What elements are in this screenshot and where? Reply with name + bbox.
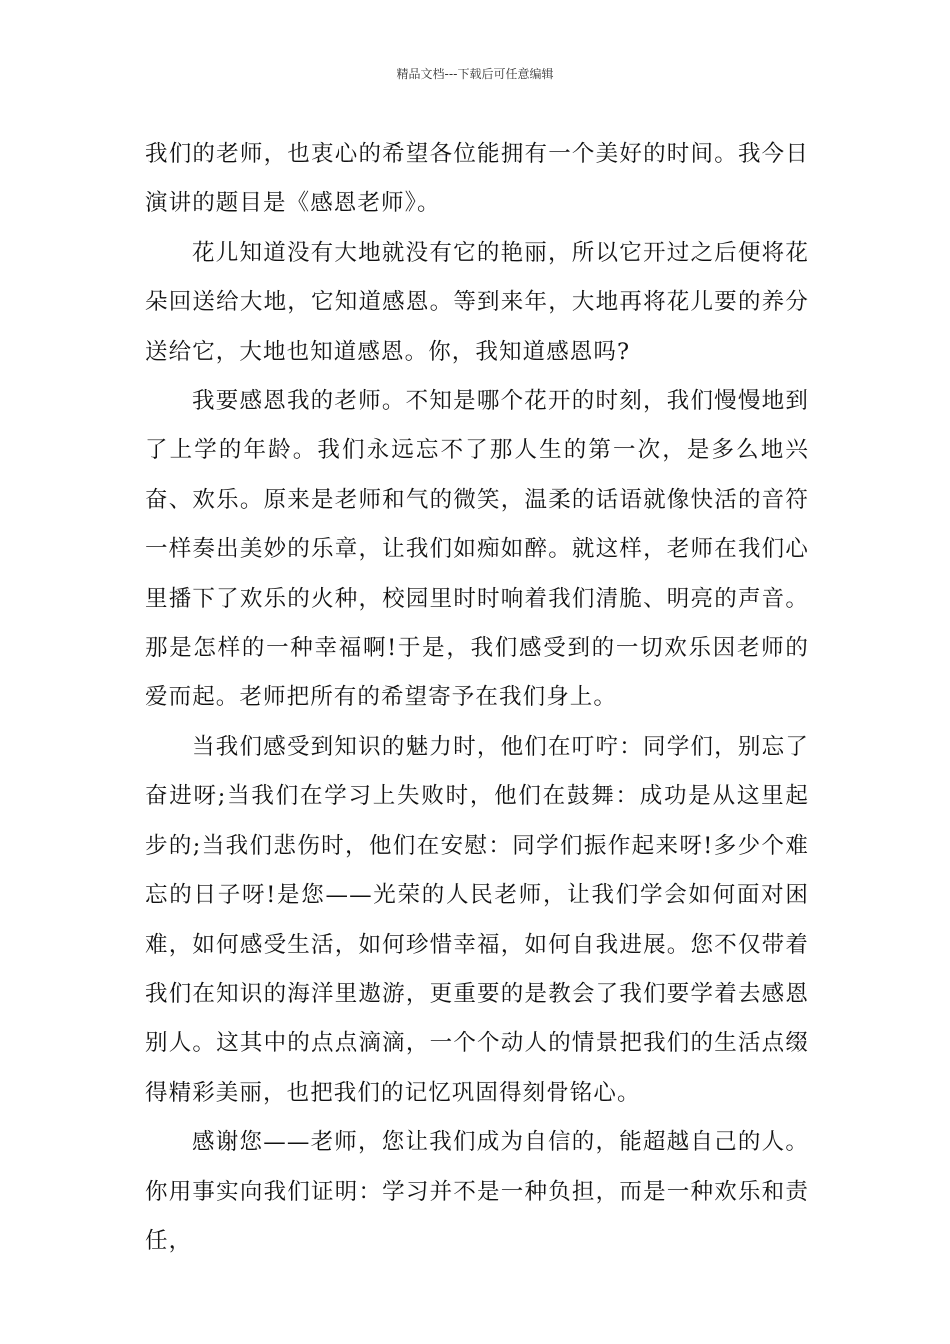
paragraph-2: 花儿知道没有大地就没有它的艳丽，所以它开过之后便将花朵回送给大地，它知道感恩。等到来年，大地再将花儿要的养分送给它，大地也知道感恩。你，我知道感恩吗? — [145, 239, 809, 365]
paragraph-5: 感谢您——老师，您让我们成为自信的，能超越自己的人。你用事实向我们证明：学习并不是一种负担，而是一种欢乐和责任， — [145, 1129, 809, 1254]
paragraph-1: 我们的老师，也衷心的希望各位能拥有一个美好的时间。我今日演讲的题目是《感恩老师》。 — [145, 141, 809, 217]
document-body — [145, 130, 809, 1266]
page-header: 精品文档---下载后可任意编辑 — [396, 67, 554, 81]
paragraph-4: 当我们感受到知识的魅力时，他们在叮咛：同学们，别忘了奋进呀;当我们在学习上失败时，他们在鼓舞：成功是从这里起步的;当我们悲伤时，他们在安慰：同学们振作起来呀!多少个难忘的日子呀!是您——光荣的人民老师，让我们学会如何面对困难，如何感受生活，如何珍惜幸福，如何自我进展。您不仅带着我们在知识的海洋里遨游，更重要的是教会了我们要学着去感恩别人。这其中的点点滴滴，一个个动人的情景把我们的生活点缀得精彩美丽，也把我们的记忆巩固得刻骨铭心。 — [145, 733, 809, 1106]
paragraph-3: 我要感恩我的老师。不知是哪个花开的时刻，我们慢慢地到了上学的年龄。我们永远忘不了那人生的第一次，是多么地兴奋、欢乐。原来是老师和气的微笑，温柔的话语就像快活的音符一样奏出美妙的乐章，让我们如痴如醉。就这样，老师在我们心里播下了欢乐的火种，校园里时时响着我们清脆、明亮的声音。那是怎样的一种幸福啊!于是，我们感受到的一切欢乐因老师的爱而起。老师把所有的希望寄予在我们身上。 — [145, 388, 809, 711]
